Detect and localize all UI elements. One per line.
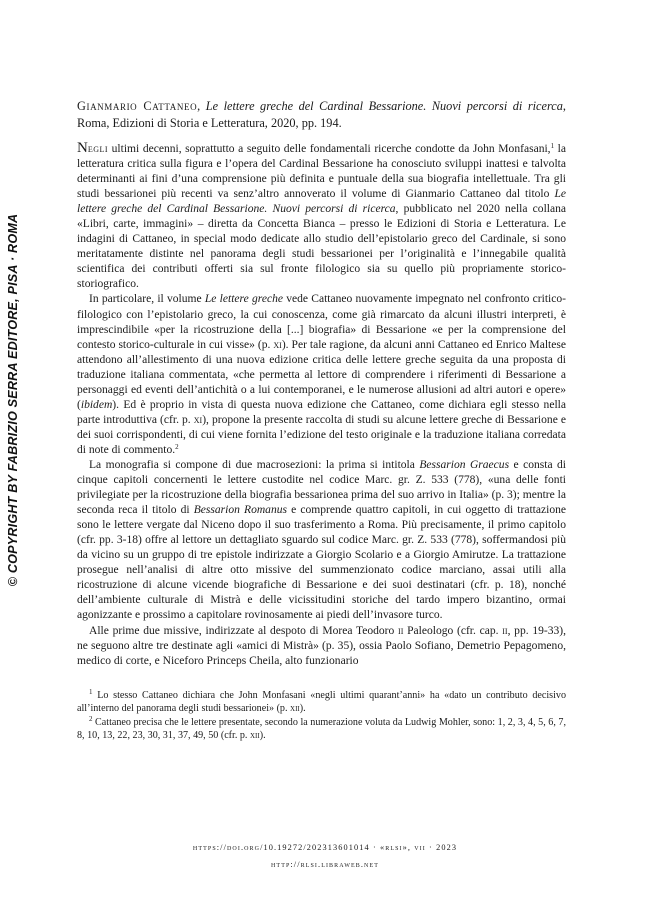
paragraph-2: In particolare, il volume Le lettere greche vede Cattaneo nuovamente impegnato nel confronto critico-filologico con l’epistolario greco, la cui conoscenza, come già rimarcato da alcuni illustri interpreti, è imprescindibile «per la ricostruzione della [...] biografia» di Bessarione «e per la comprensione del contesto storico-culturale in cui visse» (p. xi). Per tale ragione, da alcuni anni Cattaneo ed Enrico Maltese attendono all’allestimento di una nuova edizione critica delle lettere greche seguita da una proposta di traduzione italiana commentata, «che permetta al lettore di comprendere i riferimenti di Bessarione a personaggi ed eventi dell’antichità o a lui contemporanei, e le numerose allusioni ad altri autori e opere» (ibidem). Ed è proprio in vista di questa nuova edizione che Cattaneo, come dichiara egli stesso nella parte introduttiva (cfr. p. xi), propone la presente raccolta di studi su alcune lettere greche di Bessarione e dei suoi corrispondenti, di cui viene fornita l’edizione del testo originale e la traduzione italiana corredata di note di commento.$^2$ bbox=[77, 293, 567, 456]
paragraph-lead: Negli bbox=[77, 140, 109, 156]
journal-url[interactable]: http://rlsi.libraweb.net bbox=[271, 860, 379, 869]
footnote-2: $^2$ Cattaneo precisa che le lettere presentate, secondo la numerazione voluta da Ludwig Mohler, sono: 1, 2, 3, 4, 5, 6, 7, 8, 10, 13, 22, 23, 30, 31, 37, 49, 50 (cfr. p. xii). bbox=[77, 714, 566, 741]
review-heading: Gianmario Cattaneo, Le lettere greche del Cardinal Bessarione. Nuovi percorsi di ricerca, Roma, Edizioni di Storia e Letteratura, 2020, pp. 194. bbox=[77, 99, 566, 130]
footnote-ref-1[interactable]: 1 bbox=[550, 142, 555, 150]
footnotes bbox=[77, 689, 566, 742]
page-content bbox=[77, 98, 566, 743]
paragraph-3: La monografia si compone di due macrosezioni: la prima si intitola Bessarion Graecus e consta di cinque capitoli concernenti le lettere custodite nel codice Marc. gr. Z. 533 (778), «una delle fonti privilegiate per la ricostruzione della biografia bessarionea prima del suo arrivo in Italia» (p. 3); mentre la seconda reca il titolo di Bessarion Romanus e comprende quattro capitoli, in cui oggetto di trattazione sono le lettere vergate dal Niceno dopo il suo trasferimento a Roma. Più precisamente, il primo capitolo (cfr. pp. 3-18) offre al lettore un dettagliato sguardo sul codice Marc. gr. Z. 533 (778), soffermandosi più da vicino su un gruppo di tre epistole indirizzate a Giorgio Scolario e a Giorgio Amirutze. La trattazione prosegue nell’analisi di altre otto missive del summenzionato codice marciano, assai utili alla ricostruzione di alcune vicende biografiche di Bessarione e dei suoi destinatari (cfr. p. 18), nonché dell’ambiente culturale di Mistrà e delle vicissitudini storiche del tardo impero bizantino, ormai agonizzante e prossimo a capitolare rovinosamente ai piedi dell’invasore turco. bbox=[77, 458, 567, 622]
doi-link[interactable]: https://doi.org/10.19272/202313601014 · «rlsi», vii · 2023 bbox=[192, 843, 458, 852]
review-book-title: Le lettere greche del Cardinal Bessarione. Nuovi percorsi di ricerca bbox=[205, 99, 563, 113]
paragraph-1: Negli ultimi decenni, soprattutto a seguito delle fondamentali ricerche condotte da John Monfasani,$^1$ la letteratura critica sulla figura e l’opera del Cardinal Bessarione ha conosciuto sviluppi inattesi e talvolta determinanti ai fini d’una comprensione più definita e puntuale della sua biografia intellettuale. Tra gli studi bessarionei più recenti va senz’altro annoverato il volume di Gianmario Cattaneo dal titolo Le lettere greche del Cardinal Bessarione. Nuovi percorsi di ricerca, pubblicato nel 2020 nella collana «Libri, carte, immagini» – diretta da Concetta Bianca – presso le Edizioni di Storia e Letteratura. Le indagini di Cattaneo, in special modo dedicate allo studio dell’epistolario greco del Cardinale, si sono meritatamente distinte nel panorama degli studi bessarionei per l’originalità e l’innegabile qualità scientifica dei contributi offerti sia sul fronte filologico sia su quello più propriamente storico-storiografico. bbox=[77, 140, 567, 291]
paragraph-4: Alle prime due missive, indirizzate al despoto di Morea Teodoro ii Paleologo (cfr. cap. ii, pp. 19-33), ne seguono altre tre destinate agli «amici di Mistrà» (p. 35), ossia Paolo Sofiano, Demetrio Pepagomeno, medico di corte, e Niceforo Princeps Cheila, alto funzionario bbox=[77, 624, 566, 667]
page-footer bbox=[0, 839, 650, 873]
footnote-1: $^1$ Lo stesso Cattaneo dichiara che John Monfasani «negli ultimi quarant’anni» ha «dato un contributo decisivo all’interno del panorama degli studi bessarionei» (p. xii). bbox=[77, 687, 566, 714]
copyright-notice: © COPYRIGHT BY FABRIZIO SERRA EDITORE, PISA · ROMA bbox=[6, 213, 20, 587]
footnote-ref-2[interactable]: 2 bbox=[175, 442, 179, 451]
review-publication: , Roma, Edizioni di Storia e Letteratura, 2020, pp. 194. bbox=[77, 99, 566, 130]
review-author: Gianmario Cattaneo bbox=[77, 99, 198, 113]
review-body bbox=[77, 141, 566, 669]
